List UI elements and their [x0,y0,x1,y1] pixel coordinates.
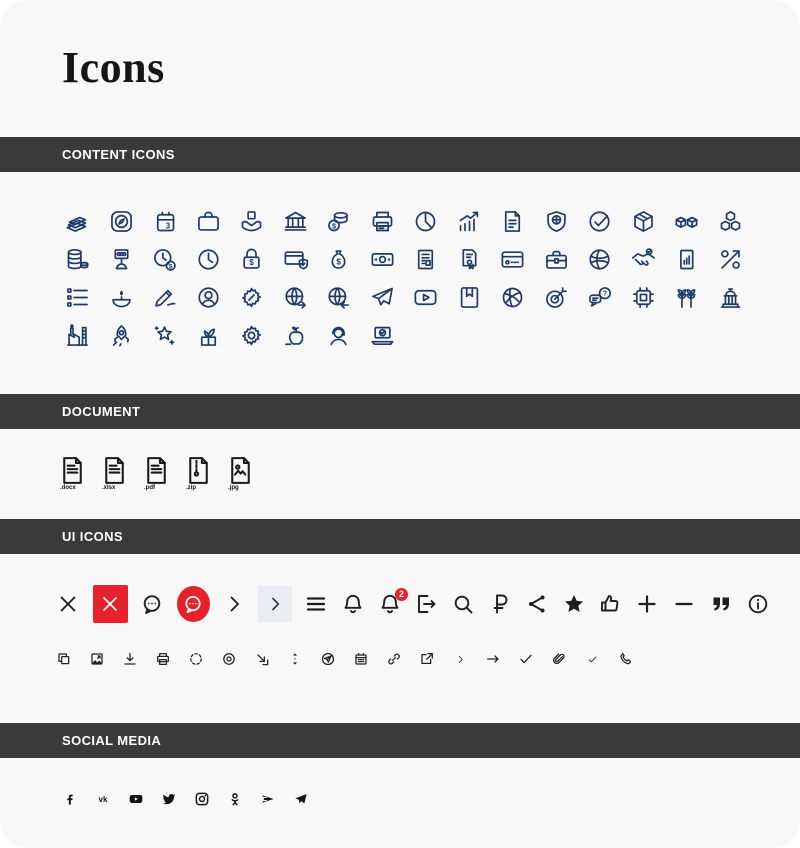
globe-arrow-out-icon[interactable] [274,278,318,316]
link-icon[interactable] [386,651,402,667]
video-player-icon[interactable] [404,278,448,316]
content-icons-row-4 [56,316,770,354]
menu-icon[interactable] [304,591,329,618]
download-icon[interactable] [122,651,138,667]
paperclip-icon[interactable] [551,651,567,667]
file-ext-label: .jpg [228,485,239,492]
pie-chart-icon[interactable] [404,202,448,240]
instagram-icon[interactable] [194,791,210,807]
money-tree-icon[interactable] [100,240,144,278]
arrow-corner-icon[interactable] [254,651,270,667]
close-icon[interactable] [56,591,81,618]
signature-pen-icon[interactable] [143,278,187,316]
document-icons-area [0,429,800,519]
globe-icon[interactable] [578,240,622,278]
capitol-building-icon[interactable] [709,278,753,316]
section-header-document [0,394,800,429]
hands-holding-box-icon[interactable] [230,202,274,240]
odnoklassniki-icon[interactable] [227,791,243,807]
bell-icon[interactable] [340,591,365,618]
growth-chart-icon[interactable] [448,202,492,240]
banknotes-icon[interactable] [56,202,100,240]
dessert-icon[interactable] [100,278,144,316]
coins-stack-icon[interactable] [56,240,100,278]
file-jpg-icon[interactable] [224,454,266,498]
arrow-right-icon[interactable] [485,651,501,667]
harvest-apple-icon[interactable] [274,316,318,354]
content-icons-row-2 [56,240,770,278]
section-header-social-media [0,723,800,758]
network-sphere-icon[interactable] [491,278,535,316]
send-circle-icon[interactable] [320,651,336,667]
three-cubes-icon[interactable] [709,202,753,240]
content-icons-area [0,172,800,394]
calendar-date-icon[interactable] [143,202,187,240]
file-ext-label: .pdf [144,485,155,492]
user-circle-icon[interactable] [187,278,231,316]
target-arrow-icon[interactable] [535,278,579,316]
file-ext-label: .docx [60,485,76,492]
telegram-icon[interactable] [293,791,309,807]
two-cubes-icon[interactable] [665,202,709,240]
book-bookmark-icon[interactable] [448,278,492,316]
social-media-area [0,758,800,848]
cpu-chip-icon[interactable] [622,278,666,316]
briefcase-icon[interactable] [187,202,231,240]
chat-question-icon[interactable] [578,278,622,316]
compass-icon[interactable] [100,202,144,240]
section-header-ui-icons [0,519,800,554]
package-box-icon[interactable] [622,202,666,240]
file-docx-icon[interactable] [56,454,98,498]
svg-text:3: 3 [165,220,171,230]
chevron-gray-square-icon[interactable] [258,586,291,622]
clock-coin-icon[interactable] [143,240,187,278]
file-ext-label: .zip [186,485,196,492]
spinner-icon[interactable] [188,651,204,667]
zen-send-icon[interactable] [260,791,276,807]
svg-text:$: $ [332,220,337,230]
support-agent-icon[interactable] [317,316,361,354]
contract-stamp-icon[interactable] [448,240,492,278]
credit-card-icon[interactable] [491,240,535,278]
star-sparkle-icon[interactable] [143,316,187,354]
percent-arrow-icon[interactable] [709,240,753,278]
check-small-icon[interactable] [584,651,600,667]
lock-dollar-icon[interactable] [230,240,274,278]
minus-icon[interactable] [672,591,697,618]
section-label: DOCUMENT [62,404,141,419]
document-icon[interactable] [491,202,535,240]
rocket-icon[interactable] [100,316,144,354]
twitter-icon[interactable] [161,791,177,807]
svg-text:?: ? [602,288,608,298]
content-icons-row-1 [56,202,770,240]
gift-plant-icon[interactable] [187,316,231,354]
ui-icons-row-1 [56,576,770,632]
phone-icon[interactable] [617,651,633,667]
clock-icon[interactable] [187,240,231,278]
ui-icons-area [0,554,800,723]
logout-icon[interactable] [414,591,439,618]
calendar-icon[interactable] [353,651,369,667]
invoice-icon[interactable] [404,240,448,278]
plus-icon[interactable] [635,591,660,618]
file-pdf-icon[interactable] [140,454,182,498]
section-label: CONTENT ICONS [62,147,175,162]
vk-icon[interactable] [95,791,111,807]
laptop-check-icon[interactable] [361,316,405,354]
check-circle-icon[interactable] [578,202,622,240]
globe-arrow-in-icon[interactable] [317,278,361,316]
paper-plane-icon[interactable] [361,278,405,316]
file-zip-icon[interactable] [182,454,224,498]
bell-notification-icon[interactable] [377,591,402,618]
chat-red-circle-icon[interactable] [177,586,210,622]
page-header [0,0,800,137]
copy-icon[interactable] [56,651,72,667]
svg-text:$: $ [336,257,341,267]
file-ext-label: .xlsx [102,485,116,492]
money-bag-icon[interactable] [317,240,361,278]
content-icons-row-3 [56,278,770,316]
image-expand-icon[interactable] [89,651,105,667]
notification-badge: 2 [395,588,408,601]
share-icon[interactable] [524,591,549,618]
record-icon[interactable] [221,651,237,667]
chat-dots-icon[interactable] [140,591,165,618]
close-red-square-icon[interactable] [93,585,128,623]
check-icon[interactable] [518,651,534,667]
printer-icon[interactable] [361,202,405,240]
section-header-content-icons [0,137,800,172]
section-label: UI ICONS [62,529,123,544]
svg-text:$: $ [169,262,173,270]
ui-icons-row-2 [56,636,770,682]
thumbs-up-icon[interactable] [598,591,623,618]
card-shield-icon[interactable] [274,240,318,278]
document-icons-row [56,454,770,498]
sort-icon[interactable] [287,651,303,667]
shield-icon[interactable] [535,202,579,240]
factory-icon[interactable] [56,316,100,354]
banknote-icon[interactable] [361,240,405,278]
svg-text:$: $ [249,257,254,267]
report-chart-icon[interactable] [665,240,709,278]
bullet-list-icon[interactable] [56,278,100,316]
ruble-icon[interactable] [488,591,513,618]
gear-wrench-icon[interactable] [230,278,274,316]
print-icon[interactable] [155,651,171,667]
file-xlsx-icon[interactable] [98,454,140,498]
external-link-icon[interactable] [419,651,435,667]
youtube-icon[interactable] [128,791,144,807]
star-icon[interactable] [561,591,586,618]
wheat-icon[interactable] [665,278,709,316]
search-icon[interactable] [451,591,476,618]
handshake-icon[interactable] [622,240,666,278]
coins-dollar-icon[interactable] [317,202,361,240]
info-icon[interactable] [745,591,770,618]
page-title: Icons [62,43,165,92]
facebook-icon[interactable] [62,791,78,807]
section-label: SOCIAL MEDIA [62,733,162,748]
chevron-right-icon[interactable] [222,591,247,618]
gear-icon[interactable] [230,316,274,354]
social-icons-row [62,789,770,809]
chevron-small-icon[interactable] [452,651,468,667]
bank-icon[interactable] [274,202,318,240]
svg-text:vk: vk [98,795,108,804]
toolbox-icon[interactable] [535,240,579,278]
quote-icon[interactable] [708,591,733,618]
